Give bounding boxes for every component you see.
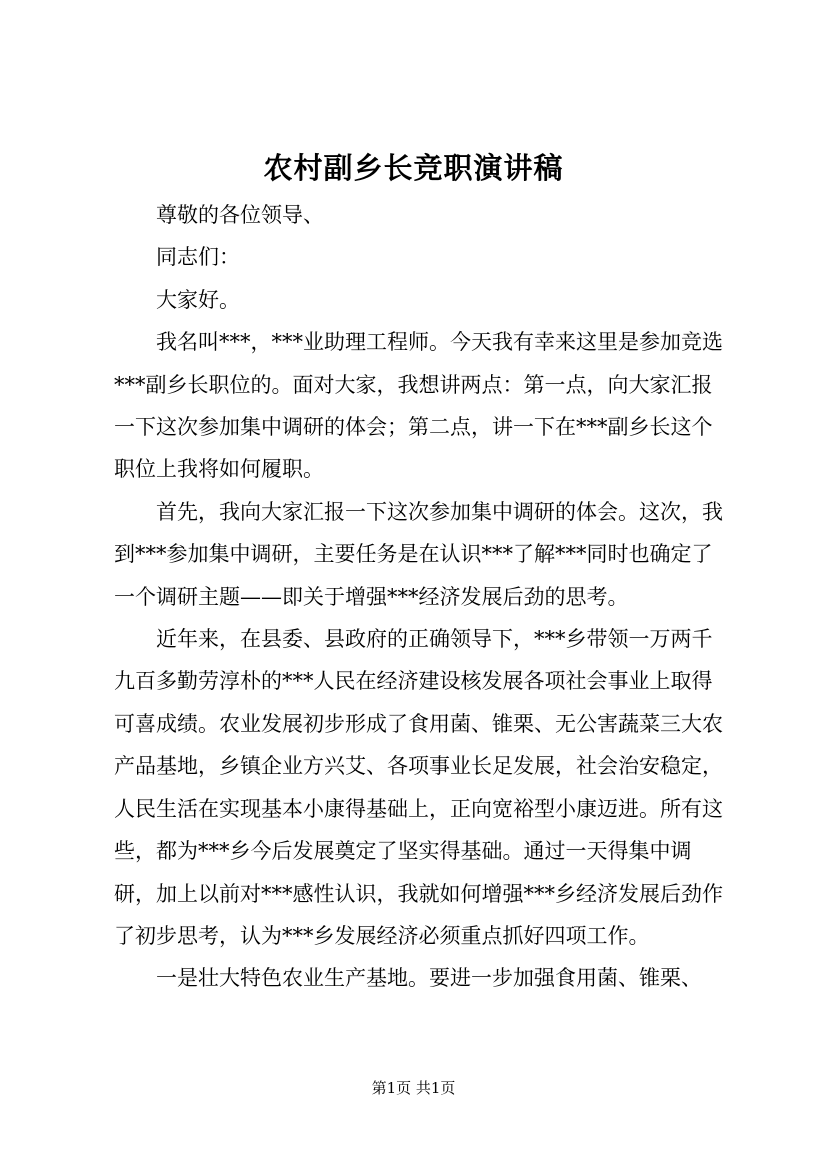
page-number-footer: 第1页 共1页 [371, 1079, 456, 1097]
greeting: 大家好。 [156, 287, 240, 312]
document-title: 农村副乡长竞职演讲稿 [263, 151, 564, 185]
paragraph-introduction: 我名叫***，***业助理工程师。今天我有幸来这里是参加竞选***副乡长职位的。面对大家，我想讲两点：第一点，向大家汇报一下这次参加集中调研的体会；第二点，讲一下在***副乡长这个职位上我将如何履职。 [114, 330, 723, 482]
paragraph-research-report: 首先，我向大家汇报一下这次参加集中调研的体会。这次，我到***参加集中调研，主要任务是在认识***了解***同时也确定了一个调研主题——即关于增强***经济发展后劲的思考。 [114, 499, 723, 609]
salutation-line-2: 同志们： [156, 245, 240, 270]
document-body [114, 194, 729, 1000]
paragraph-first-task: 一是壮大特色农业生产基地。要进一步加强食用菌、锥栗、 [156, 966, 702, 991]
paragraph-recent-years: 近年来，在县委、县政府的正确领导下，***乡带领一万两千九百多勤劳淳朴的***人民在经济建设核发展各项社会事业上取得可喜成绩。农业发展初步形成了食用菌、锥栗、无公害蔬菜三大农产品基地，乡镇企业方兴艾、各项事业长足发展，社会治安稳定，人民生活在实现基本小康得基础上，正向宽裕型小康迈进。所有这些，都为***乡今后发展奠定了坚实得基础。通过一天得集中调研，加上以前对***感性认识，我就如何增强***乡经济发展后劲作了初步思考，认为***乡发展经济必须重点抓好四项工作。 [114, 627, 723, 948]
salutation-line-1: 尊敬的各位领导、 [156, 203, 324, 227]
